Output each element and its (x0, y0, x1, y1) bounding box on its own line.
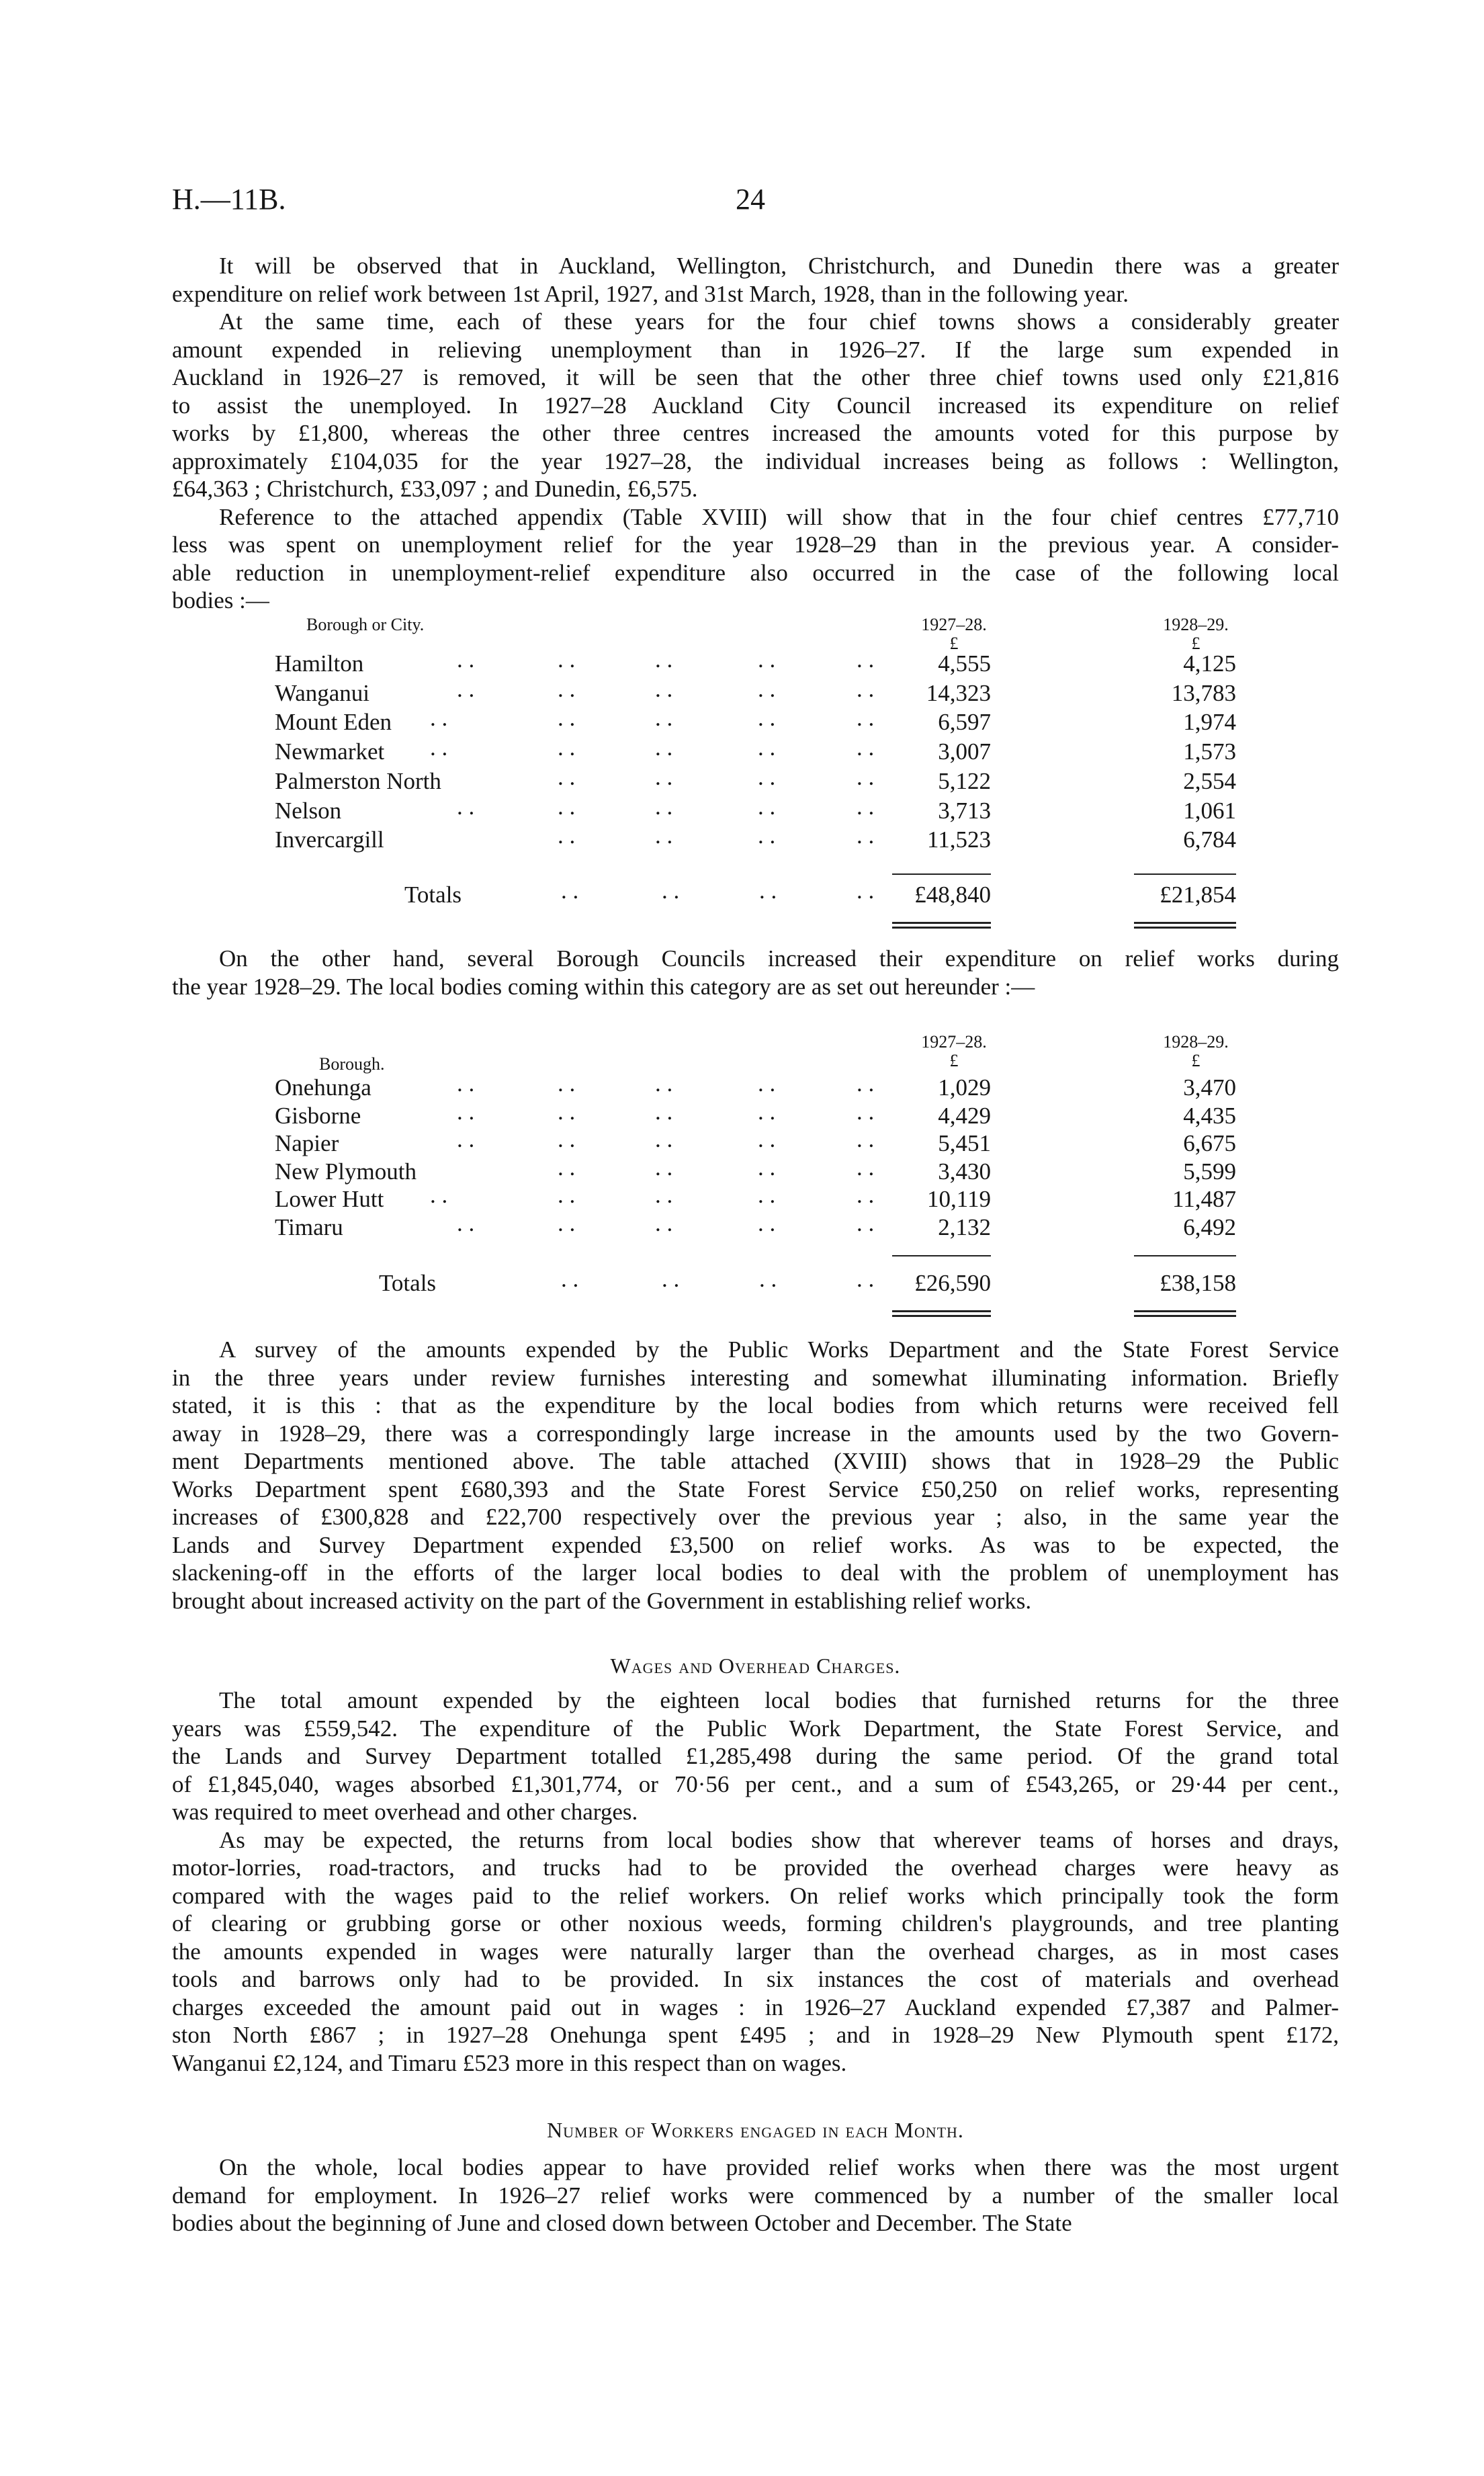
dot-leader: . . (857, 822, 875, 849)
dot-leader: . . (662, 1266, 680, 1292)
dot-leader: . . (558, 705, 576, 732)
dot-leader: . . (558, 763, 576, 790)
paragraph-line: works by £1,800, whereas the other three centres increased the amounts voted for this purpose by (172, 420, 1339, 446)
dot-leader: . . (857, 1098, 875, 1125)
value-1928-29: 11,487 (1172, 1186, 1236, 1212)
paragraph-line: the amounts expended in wages were naturally larger than the overhead charges, as in most cases (172, 1938, 1339, 1965)
dot-leader: . . (758, 1070, 776, 1097)
paragraph-line: in the three years under review furnishes interesting and somewhat illuminating information. Briefly (172, 1364, 1339, 1391)
value-1928-29: 3,470 (1183, 1074, 1236, 1101)
heading-workers: Number of Workers engaged in each Month. (547, 2118, 964, 2142)
dot-leader: . . (857, 763, 875, 790)
total-1927-28: £26,590 (914, 1270, 991, 1296)
value-1928-29: 4,435 (1183, 1102, 1236, 1129)
paragraph-line: A survey of the amounts expended by the Public Works Department and the State Forest Service (219, 1336, 1339, 1363)
dot-leader: . . (558, 1098, 576, 1125)
sum-rule (1134, 873, 1236, 875)
dot-leader: . . (655, 793, 673, 820)
double-rule (892, 1310, 991, 1312)
dot-leader: . . (655, 1126, 673, 1152)
dot-leader: . . (857, 734, 875, 761)
dot-leader: . . (457, 793, 475, 820)
paragraph-line: demand for employment. In 1926–27 relief works were commenced by a number of the smaller local (172, 2182, 1339, 2209)
dot-leader: . . (558, 646, 576, 673)
sum-rule (892, 873, 991, 875)
dot-leader: . . (558, 1209, 576, 1236)
row-name: Timaru (275, 1213, 343, 1240)
paragraph-line: Reference to the attached appendix (Table XVIII) will show that in the four chief centres £77,710 (219, 503, 1339, 530)
dot-leader: . . (758, 734, 776, 761)
row-name: Gisborne (275, 1102, 361, 1129)
value-1927-28: 10,119 (927, 1186, 991, 1212)
dot-leader: . . (758, 1209, 776, 1236)
paragraph-line: motor-lorries, road-tractors, and trucks had to be provided the overhead charges were heavy as (172, 1854, 1339, 1881)
dot-leader: . . (558, 1126, 576, 1152)
value-1927-28: 3,713 (938, 797, 991, 824)
value-1928-29: 6,492 (1183, 1213, 1236, 1240)
paragraph-line: slackening-off in the efforts of the larger local bodies to deal with the problem of unemployment has (172, 1560, 1339, 1586)
dot-leader: . . (857, 646, 875, 673)
double-rule (892, 927, 991, 929)
dot-leader: . . (457, 1209, 475, 1236)
dot-leader: . . (758, 763, 776, 790)
wages-paragraphs (172, 1687, 1339, 2077)
unit-label: £ (1191, 634, 1201, 653)
value-1927-28: 11,523 (927, 826, 991, 853)
dot-leader: . . (857, 1154, 875, 1181)
dot-leader: . . (857, 1182, 875, 1208)
paragraph-line: of £1,845,040, wages absorbed £1,301,774, or 70·56 per cent., and a sum of £543,265, or 29·44 per cent., (172, 1770, 1339, 1797)
value-1928-29: 4,125 (1183, 650, 1236, 677)
dot-leader: . . (655, 646, 673, 673)
dot-leader: . . (857, 1126, 875, 1152)
workers-paragraph (172, 2153, 1339, 2237)
row-name: Nelson (275, 797, 342, 824)
row-name: Mount Eden (275, 709, 392, 736)
paragraph-line: the Lands and Survey Department totalled £1,285,498 during the same period. Of the grand total (172, 1743, 1339, 1769)
value-1927-28: 4,555 (938, 650, 991, 677)
dot-leader: . . (759, 1266, 777, 1292)
value-1928-29: 1,061 (1183, 797, 1236, 824)
double-rule (1134, 922, 1236, 924)
dot-leader: . . (457, 1098, 475, 1125)
paragraph-line: bodies about the beginning of June and closed down between October and December. The State (172, 2210, 1072, 2236)
paragraph-line: Auckland in 1926–27 is removed, it will be seen that the other three chief towns used only £21,816 (172, 364, 1339, 390)
double-rule (1134, 927, 1236, 929)
page-number: 24 (736, 183, 765, 216)
value-1928-29: 6,784 (1183, 826, 1236, 853)
dot-leader: . . (558, 734, 576, 761)
paragraph-line: away in 1928–29, there was a correspondingly large increase in the amounts used by the two Govern- (172, 1420, 1339, 1447)
sum-rule (892, 1255, 991, 1256)
paragraph-line: of clearing or grubbing gorse or other noxious weeds, forming children's playgrounds, and tree planting (172, 1910, 1339, 1936)
paragraph-line: charges exceeded the amount paid out in wages : in 1926–27 Auckland expended £7,387 and Palmer- (172, 1994, 1339, 2020)
row-name: Newmarket (275, 738, 385, 765)
unit-label: £ (949, 634, 959, 653)
column-header-year: 1928–29. (1163, 615, 1229, 634)
paragraph-line: ment Departments mentioned above. The table attached (XVIII) shows that in 1928–29 the Public (172, 1448, 1339, 1474)
double-rule (1134, 1310, 1236, 1312)
paragraph-line: Wanganui £2,124, and Timaru £523 more in this respect than on wages. (172, 2049, 847, 2076)
dot-leader: . . (758, 822, 776, 849)
dot-leader: . . (857, 878, 875, 904)
dot-leader: . . (457, 1070, 475, 1097)
column-header-year: 1927–28. (921, 1032, 987, 1052)
increase-paragraph (172, 945, 1339, 1000)
value-1928-29: 1,573 (1183, 738, 1236, 765)
dot-leader: . . (857, 1209, 875, 1236)
paragraph-line: increases of £300,828 and £22,700 respectively over the previous year ; also, in the same year the (172, 1504, 1339, 1530)
document-reference: H.—11B. (172, 183, 286, 216)
unit-label: £ (1191, 1051, 1201, 1070)
paragraph-line: compared with the wages paid to the relief workers. On relief works which principally took the form (172, 1882, 1339, 1909)
value-1927-28: 14,323 (926, 679, 991, 706)
paragraph-line: expenditure on relief work between 1st April, 1927, and 31st March, 1928, than in the following year. (172, 280, 1129, 307)
row-name: Wanganui (275, 679, 370, 706)
paragraph-line: ston North £867 ; in 1927–28 Onehunga spent £495 ; and in 1928–29 New Plymouth spent £172, (172, 2022, 1339, 2048)
dot-leader: . . (857, 1070, 875, 1097)
unit-label: £ (949, 1051, 959, 1070)
value-1927-28: 5,451 (938, 1130, 991, 1156)
dot-leader: . . (655, 822, 673, 849)
dot-leader: . . (457, 675, 475, 702)
dot-leader: . . (430, 705, 448, 732)
dot-leader: . . (759, 878, 777, 904)
paragraph-line: At the same time, each of these years for the four chief towns shows a considerably greater (219, 308, 1339, 335)
dot-leader: . . (457, 1126, 475, 1152)
value-1927-28: 2,132 (938, 1213, 991, 1240)
totals-label: Totals (404, 882, 462, 908)
paragraph-line: Lands and Survey Department expended £3,500 on relief works. As was to be expected, the (172, 1531, 1339, 1558)
dot-leader: . . (655, 1154, 673, 1181)
column-header-year: 1928–29. (1163, 1032, 1229, 1052)
total-1927-28: £48,840 (914, 882, 991, 908)
dot-leader: . . (655, 1182, 673, 1208)
dot-leader: . . (558, 1154, 576, 1181)
dot-leader: . . (655, 675, 673, 702)
dot-leader: . . (655, 1070, 673, 1097)
paragraph-line: amount expended in relieving unemployment than in 1926–27. If the large sum expended in (172, 336, 1339, 363)
paragraph-line: the year 1928–29. The local bodies coming within this category are as set out hereunder :— (172, 973, 1035, 1000)
row-name: Palmerston North (275, 767, 441, 794)
paragraph-line: It will be observed that in Auckland, Wellington, Christchurch, and Dunedin there was a greater (219, 253, 1339, 279)
dot-leader: . . (857, 675, 875, 702)
dot-leader: . . (857, 705, 875, 732)
paragraph-line: £64,363 ; Christchurch, £33,097 ; and Dunedin, £6,575. (172, 476, 698, 502)
dot-leader: . . (430, 734, 448, 761)
value-1928-29: 13,783 (1171, 679, 1236, 706)
value-1928-29: 5,599 (1183, 1158, 1236, 1185)
value-1927-28: 3,007 (938, 738, 991, 765)
dot-leader: . . (655, 1209, 673, 1236)
dot-leader: . . (758, 705, 776, 732)
double-rule (892, 922, 991, 924)
paragraph-line: bodies :— (172, 587, 269, 613)
paragraph-line: As may be expected, the returns from local bodies show that wherever teams of horses and drays, (219, 1826, 1339, 1853)
row-name: Lower Hutt (275, 1186, 384, 1212)
paragraph-line: was required to meet overhead and other charges. (172, 1799, 638, 1825)
dot-leader: . . (655, 763, 673, 790)
value-1927-28: 5,122 (938, 767, 991, 794)
dot-leader: . . (558, 1182, 576, 1208)
dot-leader: . . (758, 793, 776, 820)
paragraph-line: years was £559,542. The expenditure of the Public Work Department, the State Forest Service, and (172, 1715, 1339, 1742)
paragraph-line: The total amount expended by the eighteen local bodies that furnished returns for the three (219, 1687, 1339, 1713)
paragraph-line: brought about increased activity on the part of the Government in establishing relief works. (172, 1587, 1032, 1614)
row-name: Invercargill (275, 826, 384, 853)
column-header-name: Borough or City. (306, 615, 425, 634)
value-1927-28: 1,029 (938, 1074, 991, 1101)
paragraph-line: Works Department spent £680,393 and the State Forest Service £50,250 on relief works, representing (172, 1476, 1339, 1502)
row-name: Napier (275, 1130, 339, 1156)
row-name: New Plymouth (275, 1158, 417, 1185)
dot-leader: . . (758, 675, 776, 702)
value-1927-28: 3,430 (938, 1158, 991, 1185)
paragraph-line: able reduction in unemployment-relief expenditure also occurred in the case of the following local (172, 559, 1339, 586)
column-header-year: 1927–28. (921, 615, 987, 634)
row-name: Hamilton (275, 650, 364, 677)
dot-leader: . . (662, 878, 680, 904)
survey-paragraph (172, 1336, 1339, 1615)
column-header-name: Borough. (319, 1054, 385, 1074)
paragraph-line: On the other hand, several Borough Councils increased their expenditure on relief works during (219, 945, 1339, 972)
paragraph-line: stated, it is this : that as the expenditure by the local bodies from which returns were received fell (172, 1392, 1339, 1418)
dot-leader: . . (857, 793, 875, 820)
dot-leader: . . (558, 793, 576, 820)
value-1927-28: 6,597 (938, 709, 991, 736)
sum-rule (1134, 1255, 1236, 1256)
value-1928-29: 6,675 (1183, 1130, 1236, 1156)
dot-leader: . . (758, 646, 776, 673)
paragraph-line: approximately £104,035 for the year 1927–28, the individual increases being as follows : Wellington, (172, 447, 1339, 474)
total-1928-29: £21,854 (1160, 882, 1236, 908)
totals-label: Totals (379, 1270, 437, 1296)
row-name: Onehunga (275, 1074, 372, 1101)
dot-leader: . . (655, 705, 673, 732)
intro-paragraphs (172, 252, 1339, 615)
dot-leader: . . (758, 1098, 776, 1125)
double-rule (1134, 1315, 1236, 1317)
dot-leader: . . (561, 878, 579, 904)
dot-leader: . . (430, 1182, 448, 1208)
dot-leader: . . (655, 734, 673, 761)
dot-leader: . . (558, 675, 576, 702)
dot-leader: . . (655, 1098, 673, 1125)
dot-leader: . . (558, 822, 576, 849)
paragraph-line: tools and barrows only had to be provided. In six instances the cost of materials and overhead (172, 1966, 1339, 1992)
dot-leader: . . (457, 646, 475, 673)
paragraph-line: On the whole, local bodies appear to have provided relief works when there was the most urgent (219, 2154, 1339, 2180)
dot-leader: . . (561, 1266, 579, 1292)
value-1928-29: 1,974 (1183, 709, 1236, 736)
dot-leader: . . (857, 1266, 875, 1292)
dot-leader: . . (758, 1182, 776, 1208)
dot-leader: . . (758, 1126, 776, 1152)
heading-wages: Wages and Overhead Charges. (610, 1654, 901, 1678)
total-1928-29: £38,158 (1160, 1270, 1236, 1296)
double-rule (892, 1315, 991, 1317)
dot-leader: . . (758, 1154, 776, 1181)
dot-leader: . . (558, 1070, 576, 1097)
value-1927-28: 4,429 (938, 1102, 991, 1129)
paragraph-line: less was spent on unemployment relief for the year 1928–29 than in the previous year. A consider- (172, 531, 1339, 558)
value-1928-29: 2,554 (1183, 767, 1236, 794)
paragraph-line: to assist the unemployed. In 1927–28 Auckland City Council increased its expenditure on relief (172, 392, 1339, 419)
